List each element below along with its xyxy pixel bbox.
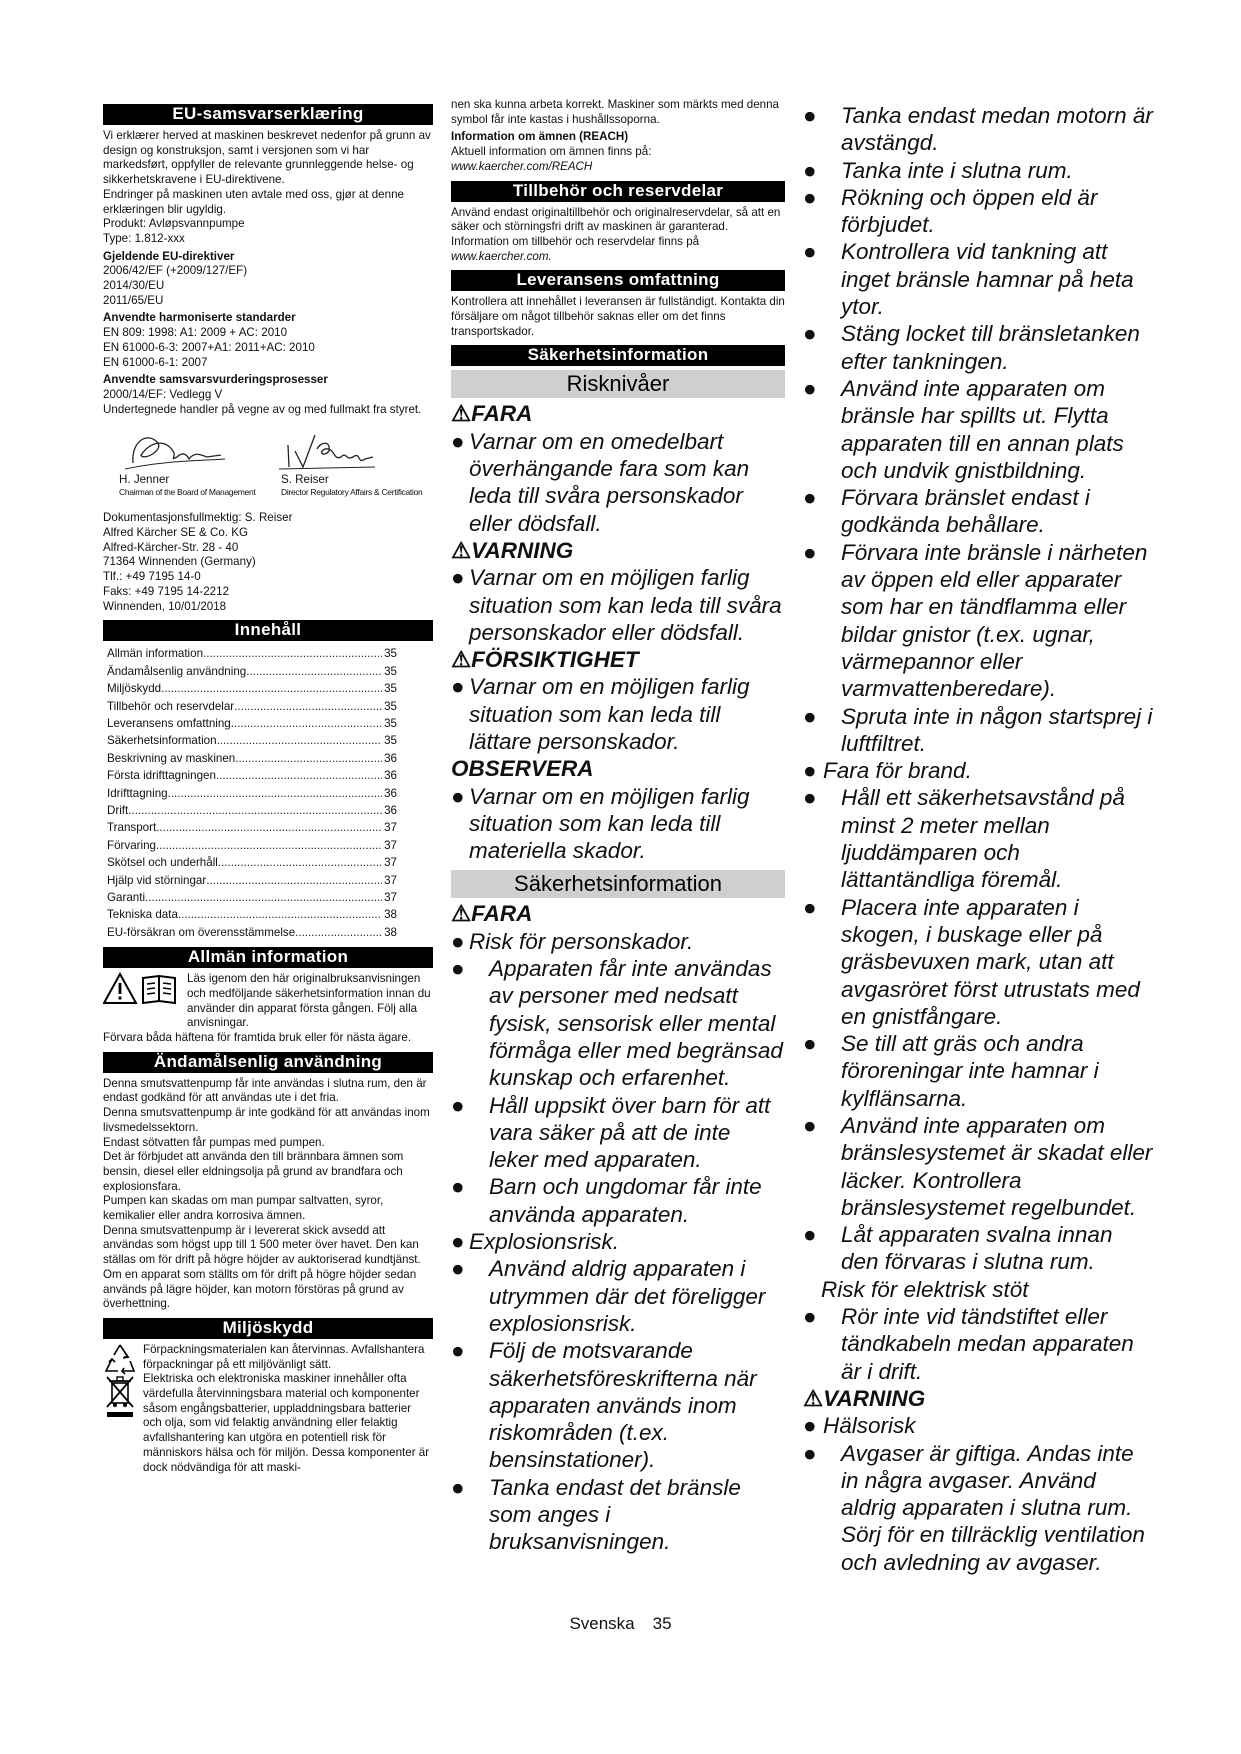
safety-instruction	[803, 703, 1155, 758]
safety-instruction	[803, 375, 1155, 484]
danger-heading	[451, 400, 785, 427]
risk-item	[803, 1412, 1155, 1439]
safety-instruction	[803, 1221, 1155, 1276]
manual-icons	[103, 972, 179, 1031]
standard-item: EN 61000-6-1: 2007	[103, 355, 208, 369]
toc-label: Leveransens omfattning	[107, 716, 231, 730]
warning-triangle-icon: ⚠	[451, 901, 472, 927]
bullet-icon: ●	[451, 1338, 465, 1364]
toc-label: Garanti	[107, 890, 146, 904]
toc-leader-dots	[128, 802, 382, 819]
safety-info-title-2: Säkerhetsinformation	[451, 870, 785, 898]
toc-page-number: 38	[384, 908, 397, 922]
safety-instruction-text: Rör inte vid tändstiftet eller tändkabeln medan apparaten är i drift.	[841, 1304, 1134, 1384]
bullet-icon: ●	[803, 184, 817, 210]
safety-instruction	[451, 1337, 785, 1473]
bullet-icon: ●	[803, 539, 817, 565]
health-risk: Hälsorisk	[823, 1413, 916, 1439]
safety-instruction-text: Använd inte apparaten om bränslesystemet är skadat eller läcker. Kontrollera bränslesystemet regelbundet.	[841, 1112, 1153, 1220]
explosion-risk: Explosionsrisk.	[469, 1229, 620, 1255]
column-left	[103, 102, 433, 1475]
warning-label-2: VARNING	[823, 1385, 926, 1411]
standard-item: EN 61000-6-3: 2007+A1: 2011+AC: 2010	[103, 340, 315, 354]
address-line: Alfred-Kärcher-Str. 28 - 40	[103, 540, 239, 554]
caution-text: Varnar om en möjligen farlig situation som kan leda till lättare personskador.	[469, 674, 750, 754]
toc-label: Idrifttagning	[107, 786, 168, 800]
toc-row[interactable]	[103, 819, 433, 836]
bullet-icon: ●	[803, 703, 817, 729]
toc-page-number: 38	[384, 925, 397, 939]
toc-row[interactable]	[103, 837, 433, 854]
bullet-icon: ●	[803, 1222, 817, 1248]
safety-instruction	[803, 1303, 1155, 1385]
undersigned-text: Undertegnede handler på vegne av og med fullmakt fra styret.	[103, 402, 422, 416]
toc-leader-dots	[156, 819, 382, 836]
address-line: Alfred Kärcher SE & Co. KG	[103, 526, 248, 540]
environment-block	[103, 1343, 433, 1475]
toc-row[interactable]	[103, 906, 433, 923]
bullet-icon: ●	[803, 1112, 817, 1138]
toc-leader-dots	[161, 680, 382, 697]
safety-instruction-text: Placera inte apparaten i skogen, i buskage eller på gräsbevuxen mark, utan att avgasröret först utrustats med en gnistfångare.	[841, 894, 1140, 1029]
bullet-icon: ●	[451, 1256, 465, 1282]
procedures-heading: Anvendte samsvarsvurderingsprosesser	[103, 373, 328, 387]
intended-use-text: Denna smutsvattenpump är inte godkänd för att användas inom livsmedelssektorn.	[103, 1106, 430, 1134]
standard-item: EN 809: 1998: A1: 2009 + AC: 2010	[103, 326, 288, 340]
toc-row[interactable]	[103, 854, 433, 871]
directive-item: 2006/42/EF (+2009/127/EF)	[103, 264, 248, 278]
safety-instruction-text: Tanka inte i slutna rum.	[841, 157, 1073, 183]
bullet-icon: ●	[451, 783, 465, 809]
signer-1-name: H. Jenner	[119, 473, 170, 487]
toc-page-number: 35	[384, 647, 397, 661]
warning-heading-2	[803, 1385, 1155, 1412]
toc-label: Drift	[107, 803, 129, 817]
accessories-text: Använd endast originaltillbehör och originalreservdelar, så att en säker och störningsfri drift av maskinen är garanterad.	[451, 205, 781, 234]
safety-instruction	[451, 1474, 785, 1556]
signer-2-title: Director Regulatory Affairs & Certification	[281, 487, 423, 498]
toc-row[interactable]	[103, 750, 433, 767]
safety-instruction	[803, 320, 1155, 375]
danger-heading-2	[451, 900, 785, 927]
directives-heading: Gjeldende EU-direktiver	[103, 249, 235, 263]
bullet-icon: ●	[451, 565, 465, 591]
column-right	[803, 102, 1155, 1576]
safety-instruction-text: Låt apparaten svalna innan den förvaras i slutna rum.	[841, 1222, 1113, 1275]
bullet-icon: ●	[451, 928, 465, 954]
bullet-icon: ●	[803, 758, 817, 784]
risk-personal-injury: Risk för personskador.	[469, 928, 694, 954]
eu-declaration-text: Vi erklærer herved at maskinen beskrevet nedenfor på grunn av design og konstruksjon, samt i versjonen som vi har markedsført, oppfyller de relevante grunnleggende helse- og sikkerhetskravene i EU-direktivene.	[103, 129, 431, 187]
toc-label: Hjälp vid störningar	[107, 873, 207, 887]
safety-instruction	[803, 1112, 1155, 1221]
toc-label: Förvaring	[107, 838, 156, 852]
toc-leader-dots	[145, 889, 382, 906]
toc-row[interactable]	[103, 889, 433, 906]
toc-page-number: 35	[384, 699, 397, 713]
reach-text	[451, 145, 785, 174]
safety-instruction	[803, 1440, 1155, 1576]
safety-instruction-text: Apparaten får inte användas av personer med nedsatt fysisk, sensorisk eller mental förmåga eller med begränsad kunskap och erfarenhet.	[489, 956, 783, 1091]
toc-row[interactable]	[103, 698, 433, 715]
safety-instruction-text: Använd inte apparaten om bränsle har spillts ut. Flytta apparaten till en annan plats och undvik gnistbildning.	[841, 375, 1124, 483]
environment-icons	[103, 1343, 137, 1475]
bullet-icon: ●	[803, 1304, 817, 1330]
safety-instruction	[803, 157, 1155, 184]
risk-item	[451, 1228, 785, 1255]
intended-use-text: Pumpen kan skadas om man pumpar saltvatten, syror, kemikalier eller andra korrosiva ämnen.	[103, 1194, 384, 1223]
bullet-icon: ●	[803, 1031, 817, 1057]
toc-label: Skötsel och underhåll	[107, 856, 218, 870]
toc-page-number: 35	[384, 682, 397, 696]
toc-row[interactable]	[103, 732, 433, 749]
toc-leader-dots	[231, 715, 382, 732]
safety-instruction	[803, 484, 1155, 539]
safety-instruction	[451, 955, 785, 1091]
toc-label: Tekniska data	[107, 908, 178, 922]
intended-use-text: Om en apparat som ställts om för drift på högre höjder sedan används på lägre höjder, kan motorn förstöras på grund av överhettning.	[103, 1267, 417, 1311]
toc-leader-dots	[206, 872, 382, 889]
notice-item	[451, 783, 785, 865]
signatures	[103, 421, 433, 521]
safety-instruction-text: Avgaser är giftiga. Andas inte in några avgaser. Använd aldrig apparaten i slutna rum. Sörj för en tillräcklig ventilation och avledning av avgaser.	[841, 1440, 1145, 1575]
safety-instruction	[803, 102, 1155, 157]
general-info-text-2: Förvara båda häftena för framtida bruk eller för nästa ägare.	[103, 1031, 412, 1044]
toc-page-number: 37	[384, 821, 397, 835]
address-line: 71364 Winnenden (Germany)	[103, 555, 256, 569]
toc-page-number: 36	[384, 769, 397, 783]
notice-heading: OBSERVERA	[451, 756, 594, 782]
caution-heading	[451, 646, 785, 673]
fire-risk: Fara för brand.	[823, 758, 972, 784]
safety-info-title: Säkerhetsinformation	[451, 345, 785, 366]
directive-item: 2014/30/EU	[103, 279, 165, 293]
safety-instruction	[803, 894, 1155, 1030]
danger-item	[451, 428, 785, 537]
toc-label: Tillbehör och reservdelar	[107, 699, 235, 713]
bullet-icon: ●	[451, 428, 465, 454]
type-line: Type: 1.812-xxx	[103, 231, 185, 245]
scope-of-delivery-text: Kontrollera att innehållet i leveransen är fullständigt. Kontakta din försäljare om något tillbehör saknas eller om det finns transportskador.	[451, 295, 785, 338]
standards-heading: Anvendte harmoniserte standarder	[103, 311, 296, 325]
risk-levels-title: Risknivåer	[451, 370, 785, 398]
caution-label: FÖRSIKTIGHET	[471, 647, 639, 673]
safety-instruction	[803, 784, 1155, 893]
toc-leader-dots	[295, 924, 382, 941]
bullet-icon: ●	[451, 956, 465, 982]
toc-row[interactable]	[103, 872, 433, 889]
toc-label: Allmän information	[107, 647, 204, 661]
toc-row[interactable]	[103, 663, 433, 680]
bullet-icon: ●	[803, 894, 817, 920]
toc-leader-dots	[235, 750, 382, 767]
toc-leader-dots	[234, 698, 382, 715]
bullet-icon: ●	[803, 103, 817, 128]
environment-continued-text: nen ska kunna arbeta korrekt. Maskiner som märkts med denna symbol får inte kastas i hushållssoporna.	[451, 98, 779, 126]
recycling-icon	[106, 1345, 134, 1374]
footer-language: Svenska	[569, 1614, 635, 1633]
bullet-icon: ●	[803, 1413, 817, 1439]
toc-page-number: 36	[384, 803, 397, 817]
product-line: Produkt: Avløpsvannpumpe	[103, 217, 245, 231]
page-number: 35	[652, 1614, 672, 1633]
warning-triangle-icon: ⚠	[451, 537, 472, 563]
scope-of-delivery-title: Leveransens omfattning	[451, 270, 785, 291]
safety-instruction	[451, 1173, 785, 1228]
bullet-icon: ●	[451, 1229, 465, 1255]
intended-use-text: Endast sötvatten får pumpas med pumpen.	[103, 1135, 325, 1149]
signer-2-name: S. Reiser	[281, 473, 329, 487]
general-info-block	[103, 972, 433, 1031]
toc-page-number: 36	[384, 751, 397, 765]
toc-leader-dots	[168, 785, 383, 802]
safety-instruction-text: Använd aldrig apparaten i utrymmen där det föreligger explosionsrisk.	[489, 1256, 766, 1336]
signer-1-title: Chairman of the Board of Management	[119, 487, 256, 498]
safety-instruction-text: Barn och ungdomar får inte använda apparaten.	[489, 1174, 762, 1227]
bullet-icon: ●	[803, 785, 817, 811]
address-block	[103, 511, 433, 614]
accessories-link[interactable]: www.kaercher.com.	[451, 249, 552, 263]
bullet-icon: ●	[803, 485, 817, 511]
general-info-text: Läs igenom den här originalbruksanvisningen och medföljande säkerhetsinformation innan du använder din apparat första gången. Följ alla anvisningar.	[187, 972, 431, 1030]
safety-instruction	[803, 184, 1155, 239]
toc-label: EU-försäkran om överensstämmelse	[107, 925, 296, 939]
safety-instruction-text: Följ de motsvarande säkerhetsföreskrifterna när apparaten används inom riskområden (t.ex. bensinstationer).	[489, 1338, 757, 1473]
bullet-icon: ●	[451, 1474, 465, 1500]
risk-item	[803, 757, 1155, 784]
warning-triangle-icon: ⚠	[803, 1385, 824, 1411]
toc-label: Säkerhetsinformation	[107, 734, 217, 748]
procedures-text: 2000/14/EF: Vedlegg V	[103, 387, 223, 401]
address-line: Faks: +49 7195 14-2212	[103, 584, 230, 598]
eu-declaration-title: EU-samsvarserklæring	[103, 104, 433, 125]
safety-instruction-text: Stäng locket till bränsletanken efter tankningen.	[841, 321, 1140, 374]
toc-page-number: 37	[384, 873, 397, 887]
danger-label-2: FARA	[471, 901, 533, 927]
reach-text-label: Aktuell information om ämnen finns på:	[451, 145, 652, 159]
page-footer	[0, 1614, 1241, 1634]
table-of-contents	[103, 645, 433, 941]
bullet-icon: ●	[451, 1174, 465, 1200]
safety-instruction	[803, 539, 1155, 703]
warning-triangle-icon: ⚠	[451, 401, 472, 427]
warning-heading	[451, 537, 785, 564]
address-line: Tlf.: +49 7195 14-0	[103, 570, 201, 584]
toc-page-number: 35	[384, 734, 397, 748]
toc-leader-dots	[178, 906, 382, 923]
toc-label: Beskrivning av maskinen	[107, 751, 236, 765]
toc-row[interactable]	[103, 680, 433, 697]
safety-instruction-text: Rökning och öppen eld är förbjudet.	[841, 184, 1098, 238]
eu-declaration-text-2: Endringer på maskinen uten avtale med oss, gjør at denne erklæringen blir ugyldig.	[103, 187, 404, 216]
warning-item	[451, 564, 785, 646]
bullet-icon: ●	[803, 375, 817, 401]
caution-item	[451, 673, 785, 755]
toc-row[interactable]	[103, 785, 433, 802]
safety-instruction-text: Se till att gräs och andra föroreningar inte hamnar i kylflänsarna.	[841, 1031, 1099, 1111]
toc-page-number: 35	[384, 716, 397, 730]
toc-leader-dots	[246, 663, 382, 680]
toc-label: Första idrifttagningen	[107, 769, 216, 783]
safety-instruction-text: Kontrollera vid tankning att inget bränsle hamnar på heta ytor.	[841, 239, 1134, 320]
safety-instruction	[451, 1255, 785, 1337]
toc-page-number: 37	[384, 890, 397, 904]
accessories-text-label: Information om tillbehör och reservdelar finns på	[451, 234, 700, 248]
toc-page-number: 37	[384, 838, 397, 852]
environment-title: Miljöskydd	[103, 1318, 433, 1339]
bullet-icon: ●	[803, 321, 817, 347]
toc-page-number: 36	[384, 786, 397, 800]
book-icon	[143, 976, 175, 1003]
toc-page-number: 35	[384, 664, 397, 678]
toc-leader-dots	[203, 645, 382, 662]
address-line: Winnenden, 10/01/2018	[103, 599, 227, 613]
danger-text: Varnar om en omedelbart överhängande fara som kan leda till svåra personskador eller dödsfall.	[469, 428, 750, 536]
safety-instruction-text: Tanka endast det bränsle som anges i bruksanvisningen.	[489, 1474, 741, 1555]
environment-text-2: Elektriska och elektroniska maskiner innehåller ofta värdefulla återvinningsbara material och komponenter såsom engångsbatterier, uppladdningsbara batterier och olja, som vid felaktig användning eller felaktig avfallshantering kan utgöra en potentiell risk för människors hälsa och för miljön. Dessa komponenter är dock nödvändiga för att maski-	[143, 1372, 430, 1474]
signature-image	[103, 421, 433, 476]
toc-row[interactable]	[103, 645, 433, 662]
bullet-icon: ●	[451, 1092, 465, 1118]
toc-row[interactable]	[103, 715, 433, 732]
warning-label: VARNING	[471, 537, 574, 563]
toc-title: Innehåll	[103, 620, 433, 641]
warning-triangle-icon	[104, 974, 136, 1003]
safety-instruction-text: Tanka endast medan motorn är avstängd.	[841, 103, 1153, 156]
general-info-title: Allmän information	[103, 947, 433, 968]
toc-label: Ändamålsenlig användning	[107, 664, 247, 678]
toc-leader-dots	[218, 854, 382, 871]
intended-use-title: Ändamålsenlig användning	[103, 1052, 433, 1073]
intended-use-text: Denna smutsvattenpump får inte användas i slutna rum, den är endast godkänd för att användas ute i det fria.	[103, 1076, 427, 1105]
reach-heading: Information om ämnen (REACH)	[451, 130, 629, 144]
bullet-icon: ●	[803, 157, 817, 183]
toc-row[interactable]	[103, 802, 433, 819]
crossed-bin-icon	[107, 1377, 133, 1417]
bullet-icon: ●	[803, 1440, 817, 1466]
directive-item: 2011/65/EU	[103, 293, 164, 307]
safety-instruction	[451, 1092, 785, 1174]
address-line: Dokumentasjonsfullmektig: S. Reiser	[103, 511, 293, 525]
reach-link[interactable]: www.kaercher.com/REACH	[451, 159, 593, 173]
toc-leader-dots	[156, 837, 382, 854]
toc-row[interactable]	[103, 767, 433, 784]
notice-text: Varnar om en möjligen farlig situation som kan leda till materiella skador.	[469, 783, 750, 864]
toc-leader-dots	[217, 732, 383, 749]
environment-text-1: Förpackningsmaterialen kan återvinnas. Avfallshantera förpackningar på ett miljövänligt sätt.	[143, 1342, 425, 1371]
toc-label: Miljöskydd	[107, 682, 162, 696]
accessories-title: Tillbehör och reservdelar	[451, 181, 785, 202]
intended-use-text: Denna smutsvattenpump är i levererat skick avsedd att användas som högst upp till 1 500 meter över havet. Den kan ställas om för drift på högre höjder av auktoriserad kundtjänst.	[103, 1223, 421, 1267]
toc-leader-dots	[216, 767, 382, 784]
column-middle	[451, 98, 785, 1556]
intended-use-text: Det är förbjudet att använda den till brännbara ämnen som bensin, diesel eller eldningsolja på grund av brandfara och explosionsfara.	[103, 1150, 404, 1193]
safety-instruction-text: Håll uppsikt över barn för att vara säker på att de inte leker med apparaten.	[489, 1092, 771, 1173]
safety-instruction-text: Spruta inte in någon startsprej i luftfiltret.	[841, 703, 1153, 756]
safety-instruction-text: Håll ett säkerhetsavstånd på minst 2 meter mellan ljuddämparen och lättantändliga föremål.	[841, 785, 1125, 893]
risk-item	[451, 928, 785, 955]
safety-instruction	[803, 1030, 1155, 1112]
danger-label: FARA	[471, 401, 533, 427]
electric-shock-risk: Risk för elektrisk stöt	[821, 1276, 1029, 1302]
toc-label: Transport	[107, 821, 157, 835]
toc-page-number: 37	[384, 856, 397, 870]
bullet-icon: ●	[803, 239, 817, 265]
warning-triangle-icon: ⚠	[451, 647, 472, 673]
bullet-icon: ●	[451, 674, 465, 700]
safety-instruction	[803, 238, 1155, 320]
safety-instruction-text: Förvara inte bränsle i närheten av öppen eld eller apparater som har en tändflamma eller bildar gnistor (t.ex. ugnar, värmepannor eller varmvattenberedare).	[841, 539, 1148, 702]
warning-text: Varnar om en möjligen farlig situation som kan leda till svåra personskador eller dödsfall.	[469, 565, 782, 645]
safety-instruction-text: Förvara bränslet endast i godkända behållare.	[841, 485, 1090, 538]
accessories-text-2	[451, 235, 785, 264]
toc-row[interactable]	[103, 924, 433, 941]
